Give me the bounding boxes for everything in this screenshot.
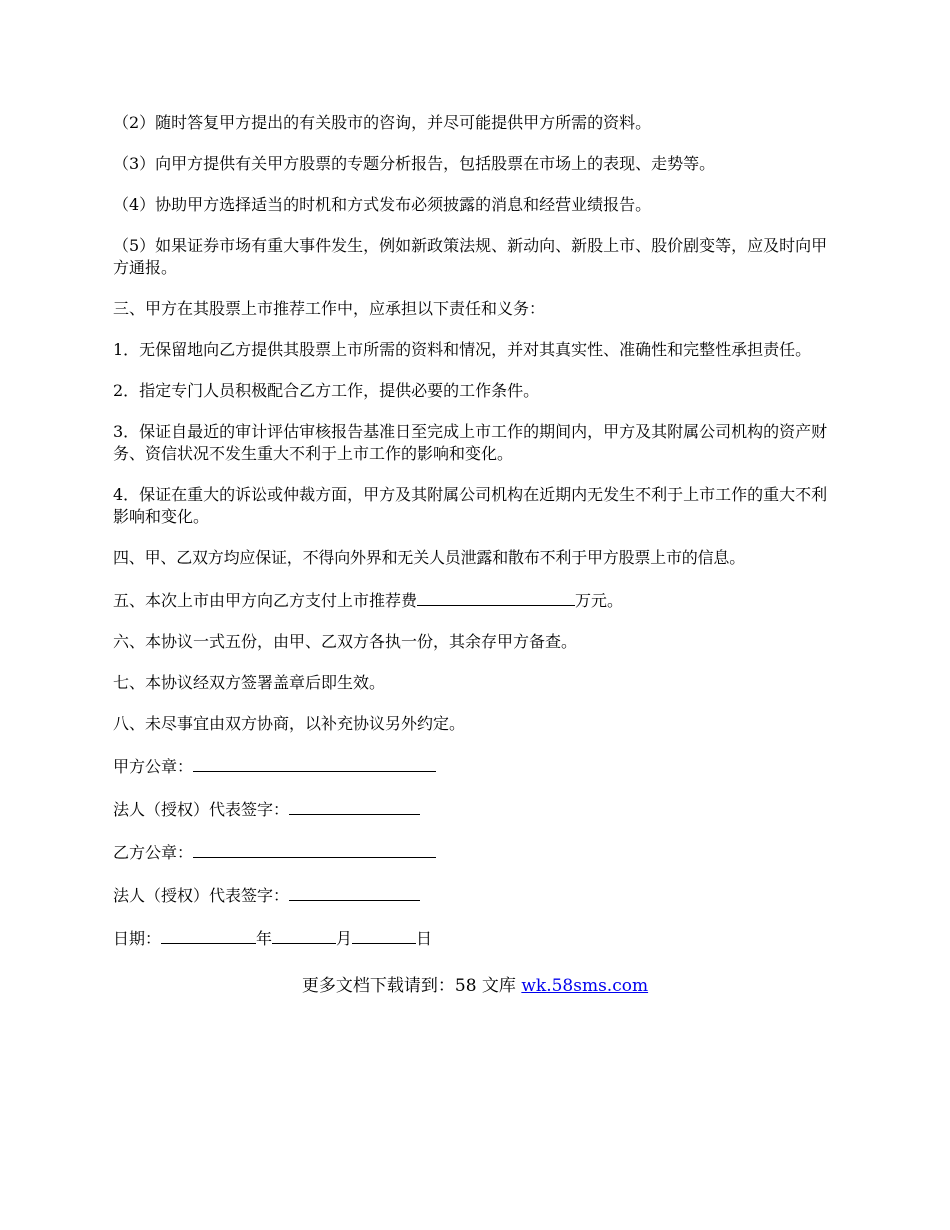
party-a-rep-blank[interactable] (289, 797, 420, 815)
clause-4: 四、甲、乙双方均应保证，不得向外界和无关人员泄露和散布不利于甲方股票上市的信息。 (113, 548, 746, 567)
clause-2-item-2: （2）随时答复甲方提出的有关股市的咨询，并尽可能提供甲方所需的资料。 (113, 113, 652, 132)
year-blank[interactable] (161, 926, 256, 944)
clause-3-heading: 三、甲方在其股票上市推荐工作中，应承担以下责任和义务： (113, 299, 546, 318)
footer-text: 更多文档下载请到：58 文库 (301, 976, 522, 996)
date-line (113, 926, 858, 950)
party-a-rep-line (113, 797, 858, 821)
clause-3-item-1: 1．无保留地向乙方提供其股票上市所需的资料和情况，并对其真实性、准确性和完整性承担责任。 (113, 340, 812, 359)
clause-5-fee (113, 588, 858, 612)
clause-3-item-2: 2．指定专门人员积极配合乙方工作，提供必要的工作条件。 (113, 381, 540, 400)
date-label: 日期： (113, 929, 162, 948)
fee-prefix: 五、本次上市由甲方向乙方支付上市推荐费 (113, 591, 418, 610)
month-blank[interactable] (272, 926, 336, 944)
party-b-seal-blank[interactable] (193, 840, 436, 858)
clause-2-item-5: （5）如果证券市场有重大事件发生，例如新政策法规、新动向、新股上市、股价剧变等，应及时向甲方通报。 (113, 236, 828, 277)
fee-suffix: 万元。 (575, 591, 624, 610)
download-footer (0, 975, 950, 997)
clause-6: 六、本协议一式五份，由甲、乙双方各执一份，其余存甲方备查。 (113, 632, 578, 651)
year-label: 年 (256, 929, 273, 948)
day-label: 日 (416, 929, 433, 948)
party-a-rep-label: 法人（授权）代表签字： (113, 800, 290, 819)
document-page (113, 112, 858, 969)
party-b-rep-blank[interactable] (289, 883, 420, 901)
party-b-rep-line (113, 883, 858, 907)
party-a-seal-label: 甲方公章： (113, 757, 194, 776)
clause-2-item-3: （3）向甲方提供有关甲方股票的专题分析报告，包括股票在市场上的表现、走势等。 (113, 154, 716, 173)
party-b-rep-label: 法人（授权）代表签字： (113, 886, 290, 905)
party-b-seal-line (113, 840, 858, 864)
clause-3-item-3: 3．保证自最近的审计评估审核报告基准日至完成上市工作的期间内，甲方及其附属公司机构的资产财务、资信状况不发生重大不利于上市工作的影响和变化。 (113, 422, 828, 463)
clause-3-item-4: 4．保证在重大的诉讼或仲裁方面，甲方及其附属公司机构在近期内无发生不利于上市工作的重大不利影响和变化。 (113, 485, 828, 526)
day-blank[interactable] (352, 926, 416, 944)
party-b-seal-label: 乙方公章： (113, 843, 194, 862)
month-label: 月 (336, 929, 353, 948)
footer-link[interactable]: wk.58sms.com (521, 976, 649, 996)
clause-2-item-4: （4）协助甲方选择适当的时机和方式发布必须披露的消息和经营业绩报告。 (113, 195, 652, 214)
party-a-seal-blank[interactable] (193, 754, 436, 772)
party-a-seal-line (113, 754, 858, 778)
clause-8: 八、未尽事宜由双方协商，以补充协议另外约定。 (113, 714, 466, 733)
clause-7: 七、本协议经双方签署盖章后即生效。 (113, 673, 386, 692)
fee-amount-blank[interactable] (417, 588, 575, 606)
